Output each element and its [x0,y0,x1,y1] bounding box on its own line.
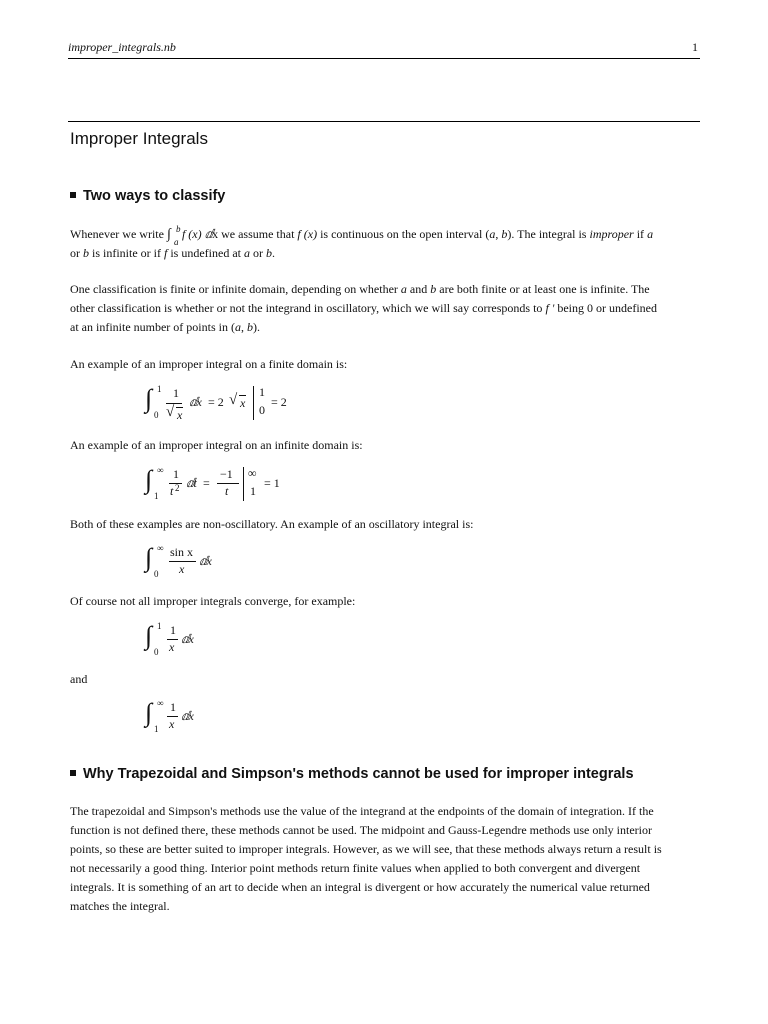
sqrt-symbol: √ [229,392,238,408]
integral-sign: ∫ [145,698,153,727]
text-run: f ' [545,301,555,315]
text-run: x we assume that [212,227,298,241]
page-number: 1 [692,40,698,54]
paragraph-trapezoidal [70,802,700,916]
evaluation-lower: 0 [259,403,265,417]
paragraph-line: not necessarily a good thing. Interior point methods return finite values when applied to both convergent and divergent [70,861,641,875]
fraction-denominator: t [170,484,174,498]
differential: ⅆx [199,554,211,568]
text-run: , [495,227,502,241]
paragraph-finite-example: An example of an improper integral on a finite domain is: [70,357,348,371]
equation-oscillatory [145,543,265,583]
evaluation-lower: 1 [250,484,256,498]
page-title: Improper Integrals [70,129,208,148]
paragraph-line: integrals. It is something of an art to decide when an integral is divergent or how accurately the numerical value returned [70,880,650,894]
text-run: f [164,246,168,260]
differential-d: ⅆ [204,227,213,241]
section-heading-classify [70,188,225,204]
text-run: f (x) [178,227,205,241]
equation-result: = 1 [264,476,280,490]
paragraph-and: and [70,672,88,686]
text-run: is infinite or if [89,246,164,260]
text-run: a [647,227,654,241]
text-run: being 0 or undefined [554,301,657,315]
text-run: f (x) [297,227,318,241]
section-heading-trapezoidal [70,766,634,782]
text-run: ). [252,320,260,334]
paragraph-line [70,224,700,247]
equals-text: = [203,476,210,490]
fraction-numerator: 1 [170,623,176,637]
integral-lower-limit: 0 [154,569,159,579]
text-run: b [266,246,272,260]
integral-lower-limit: 0 [154,410,159,420]
evaluation-upper: ∞ [248,466,257,480]
fraction-numerator: 1 [173,386,179,400]
integral-sign: ∫ [145,465,153,494]
text-run: One classification is finite or infinite domain, depending on whether [70,282,401,296]
differential: ⅆt [186,476,196,490]
text-run: a [244,246,250,260]
text-run: improper [589,227,634,241]
integral-lower-limit: 1 [154,724,159,734]
fraction-numerator: 1 [173,467,179,481]
fraction-numerator [170,545,193,560]
differential: ⅆx [181,709,193,723]
fraction-numerator: −1 [220,467,233,481]
fraction-denominator: x [169,717,175,731]
differential: ⅆx [189,395,201,409]
paragraph-infinite-example: An example of an improper integral on an infinite domain is: [70,438,363,452]
equals-text: = 2 [208,395,224,409]
paragraph-oscillatory-example: Both of these examples are non-oscillatory. An example of an oscillatory integral is: [70,517,474,531]
text-run: b [83,246,89,260]
paragraph-line [70,244,700,263]
evaluation-bar [253,386,254,420]
integral-upper-limit: b [175,224,181,234]
paragraph-line [70,280,700,299]
differential: ⅆx [181,632,193,646]
integral-upper-limit: ∞ [157,465,164,475]
integral-lower-limit: 1 [154,491,159,501]
text-run: . [272,246,275,260]
text-run: or [70,246,83,260]
text-run: ). The integral is [507,227,590,241]
text-run: b [246,320,253,334]
integral-sign: ∫ [145,621,153,650]
paragraph-definition [70,225,700,263]
inline-integral [166,224,181,247]
equation-result: = 2 [271,395,287,409]
text-run: is continuous on the open interval ( [317,227,490,241]
text-run: a [400,282,407,296]
bullet-square-icon [70,192,76,198]
integral-lower-limit: a [173,237,179,247]
integral-sign: ∫ [166,227,171,242]
fraction-denominator: x [169,640,175,654]
fraction-numerator: 1 [170,700,176,714]
equation-divergent-infinite [145,698,225,738]
exponent: 2 [175,483,180,493]
text-run: b [501,227,508,241]
paragraph-classification [70,280,700,337]
paragraph-line: The trapezoidal and Simpson's methods use the value of the integrand at the endpoints of the domain of integration. If the [70,804,654,818]
text-run: a [489,227,496,241]
page-header [68,38,700,59]
text-run: is undefined at [167,246,244,260]
integral-upper-limit: ∞ [157,698,164,708]
bullet-square-icon [70,770,76,776]
paragraph-line [70,299,700,318]
integral-sign: ∫ [145,543,153,572]
evaluation-upper: 1 [259,385,265,399]
text-run: and [406,282,431,296]
text-run: Whenever we write [70,227,167,241]
text-run: if [633,227,648,241]
text-run: or [250,246,266,260]
paragraph-line [70,318,700,337]
sqrt-argument: x [240,396,246,410]
evaluation-bar [243,467,244,501]
section-heading-text: Why Trapezoidal and Simpson's methods cannot be used for improper integrals [83,766,634,782]
integral-lower-limit: 0 [154,647,159,657]
text-run: b [430,282,437,296]
fraction-denominator: x [177,408,183,422]
paragraph-line: points, so these are better suited to improper integrals. However, as we will see, that these methods always return a result is [70,842,662,856]
paragraph-line: function is not defined there, these methods cannot be used. The midpoint and Gauss-Legendre methods use only interior [70,823,652,837]
text-run: , [240,320,247,334]
sin-text: sin x [170,545,194,559]
fraction-denominator: x [179,562,185,576]
equation-finite-domain [145,384,325,424]
integral-upper-limit: ∞ [157,543,164,553]
integral-upper-limit: 1 [157,384,162,394]
paragraph-line: matches the integral. [70,899,170,913]
section-heading-text: Two ways to classify [83,188,226,204]
notebook-filename: improper_integrals.nb [68,40,176,54]
integral-sign: ∫ [145,384,153,413]
text-run: are both finite or at least one is infinite. The [436,282,650,296]
sqrt-symbol: √ [166,404,175,420]
equation-infinite-domain [145,465,325,505]
text-run: other classification is whether or not the integrand in oscillatory, which we will say corresponds to [70,301,546,315]
text-run: a [234,320,241,334]
title-rule [68,121,700,122]
equation-divergent-finite [145,621,225,661]
text-run: at an infinite number of points in ( [70,320,235,334]
fraction-denominator: t [225,484,229,498]
integral-upper-limit: 1 [157,621,162,631]
paragraph-divergent-example: Of course not all improper integrals converge, for example: [70,594,356,608]
